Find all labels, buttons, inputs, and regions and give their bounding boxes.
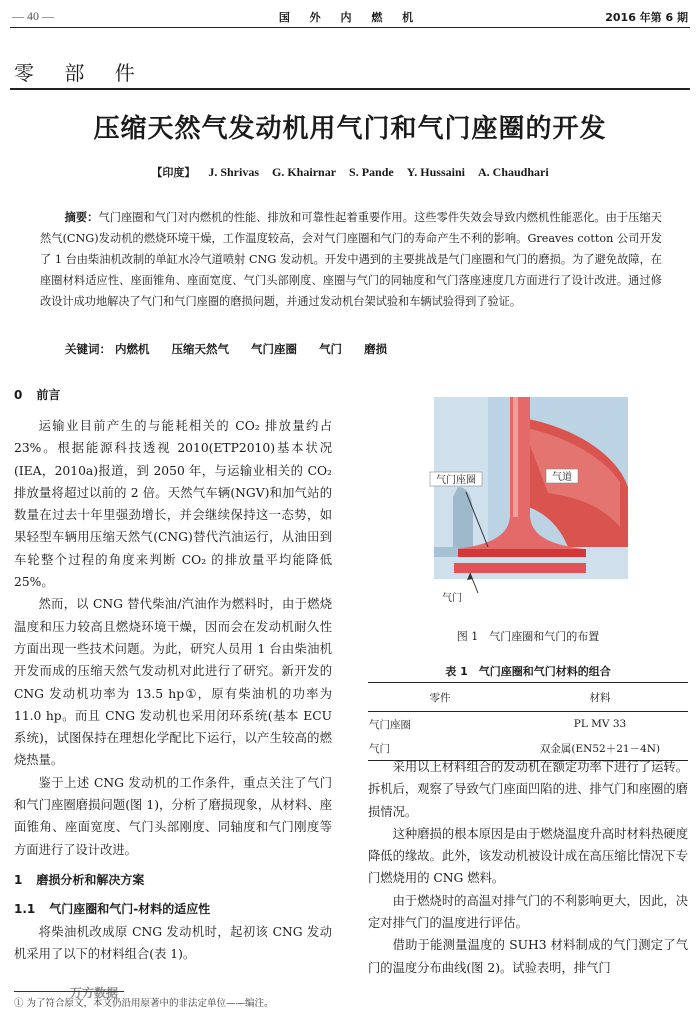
table-cell: PL MV 33 [573,718,627,730]
keywords-label: 关键词： [65,342,111,356]
section-rule [10,88,690,90]
keywords [65,341,405,357]
subsection-heading-materials: 1.1 气门座圈和气门-材料的适应性 [14,901,211,916]
page-number: — 40 — [12,9,54,23]
paragraph: 借助于能测量温度的 SUH3 材料制成的气门测定了气门的温度分布曲线(图 2)。试验表明，排气门 [368,938,688,975]
keyword: 压缩天然气 [171,342,230,356]
abstract [40,207,662,312]
section-heading-wear: 1 磨损分析和解决方案 [14,872,145,887]
materials-table [368,682,688,761]
left-column [14,378,332,966]
author-country: 【印度】 [151,166,196,179]
table-row [368,712,688,737]
table-header-row [368,683,688,712]
keyword: 磨损 [364,342,388,356]
figure-valve-seat [428,397,628,619]
table-header: 零件 [368,683,512,712]
issue-label: 2016 年第 6 期 [605,11,688,24]
keyword: 内燃机 [115,342,150,356]
author: S. Pande [349,165,394,179]
paragraph: 由于燃烧时的高温对排气门的不利影响更大，因此，决定对排气门的温度进行评估。 [368,893,688,931]
valve-seat-illustration [428,397,628,619]
paragraph: 运输业目前产生的与能耗相关的 CO₂ 排放量约占 23%。根据能源科技透视 2010(ETP2010)基本状况(IEA，2010a)报道，到 2050 年，与运输业相关的 CO₂ 排放量将超过以前的 2 倍。天然气车辆(NGV)和加气站的数量在过去十年里强劲增长，并会继续保持这一态势，如果轻型车辆用压缩天然气(CNG)替代汽油运行，从油田到车轮整个过程的角度来判断 CO₂ 的排放量平均能降低 25%。 [14,419,332,590]
table-cell: 气门 [368,736,512,761]
table-header: 材料 [512,683,688,712]
label-port: 气道 [552,472,572,483]
keyword: 气门座圈 [251,342,298,356]
footnote: ① 为了符合原文，本文仍沿用原著中的非法定单位——编注。 [14,998,274,1009]
footnote-rule [14,991,124,992]
paragraph: 然而，以 CNG 替代柴油/汽油作为燃料时，由于燃烧温度和压力较高且燃烧环境干燥，因而会在发动机耐久性方面出现一些技术问题。为此，研究人员用 1 台由柴油机开发而成的压缩天然气发动机对此进行了研究。新开发的 CNG 发动机功率为 13.5 hp①，原有柴油机的功率为 11.0 hp。而且 CNG 发动机也采用闭环系统(基本 ECU 系统)，试图保持在理想化学配比下运行，以产生较高的燃烧热量。 [14,597,332,768]
abstract-label: 摘要： [64,211,99,224]
watermark: 万方数据 [70,986,119,1000]
table-cell: 双金属(EN52＋21－4N) [512,736,688,761]
section-tag: 零 部 件 [14,61,147,85]
table-cell: 气门座圈 [369,718,411,731]
journal-name: 国 外 内 燃 机 [278,11,422,24]
paragraph: 鉴于上述 CNG 发动机的工作条件，重点关注了气门和气门座圈磨损问题(图 1)，分析了磨损现象，从材料、座面锥角、座面宽度、气门头部刚度、同轴度和气门刚度等方面进行了设计改进。 [14,775,332,857]
author: J. Shrivas [208,165,260,179]
running-header [12,6,688,28]
author: Y. Hussaini [406,165,465,179]
paragraph: 这种磨损的根本原因是由于燃烧温度升高时材料热硬度降低的缘故。此外，该发动机被设计成在高压缩比情况下专门燃烧用的 CNG 燃料。 [368,826,688,886]
author: A. Chaudhari [477,165,549,179]
article-title: 压缩天然气发动机用气门和气门座圈的开发 [93,114,607,144]
section-heading-intro: 0 前言 [14,388,61,402]
keyword: 气门 [319,342,343,356]
figure-caption: 图 1 气门座圈和气门的布置 [456,630,600,643]
header-rule [10,27,690,28]
right-column [368,756,688,979]
paragraph: 采用以上材料组合的发动机在额定功率下进行了运转。拆机后，观察了导致气门座面凹陷的进、排气门和座圈的磨损情况。 [368,760,688,819]
table-title: 表 1 气门座圈和气门材料的组合 [445,665,611,678]
label-valve: 气门 [442,593,462,604]
paragraph: 将柴油机改成原 CNG 发动机时，起初该 CNG 发动机采用了以下的材料组合(表 1)。 [14,924,332,962]
author: G. Khairnar [272,165,337,179]
label-valve-seat: 气门座圈 [436,475,476,486]
abstract-text: 气门座圈和气门对内燃机的性能、排放和可靠性起着重要作用。这些零件失效会导致内燃机性能恶化。由于压缩天然气(CNG)发动机的燃烧环境干燥，工作温度较高，会对气门座圈和气门的寿命产生不利的影响。Greaves cotton 公司开发了 1 台由柴油机改制的单缸水冷气道喷射 CNG 发动机。开发中遇到的主要挑战是气门座圈和气门的磨损。为了避免故障，在座圈材料适应性、座面锥角、座面宽度、气门头部刚度、座圈与气门的同轴度和气门落座速度几方面进行了设计改进。通过修改设计成功地解决了气门和气门座圈的磨损问题，并通过发动机台架试验和车辆试验得到了验证。 [40,211,662,308]
author-line [0,164,700,180]
